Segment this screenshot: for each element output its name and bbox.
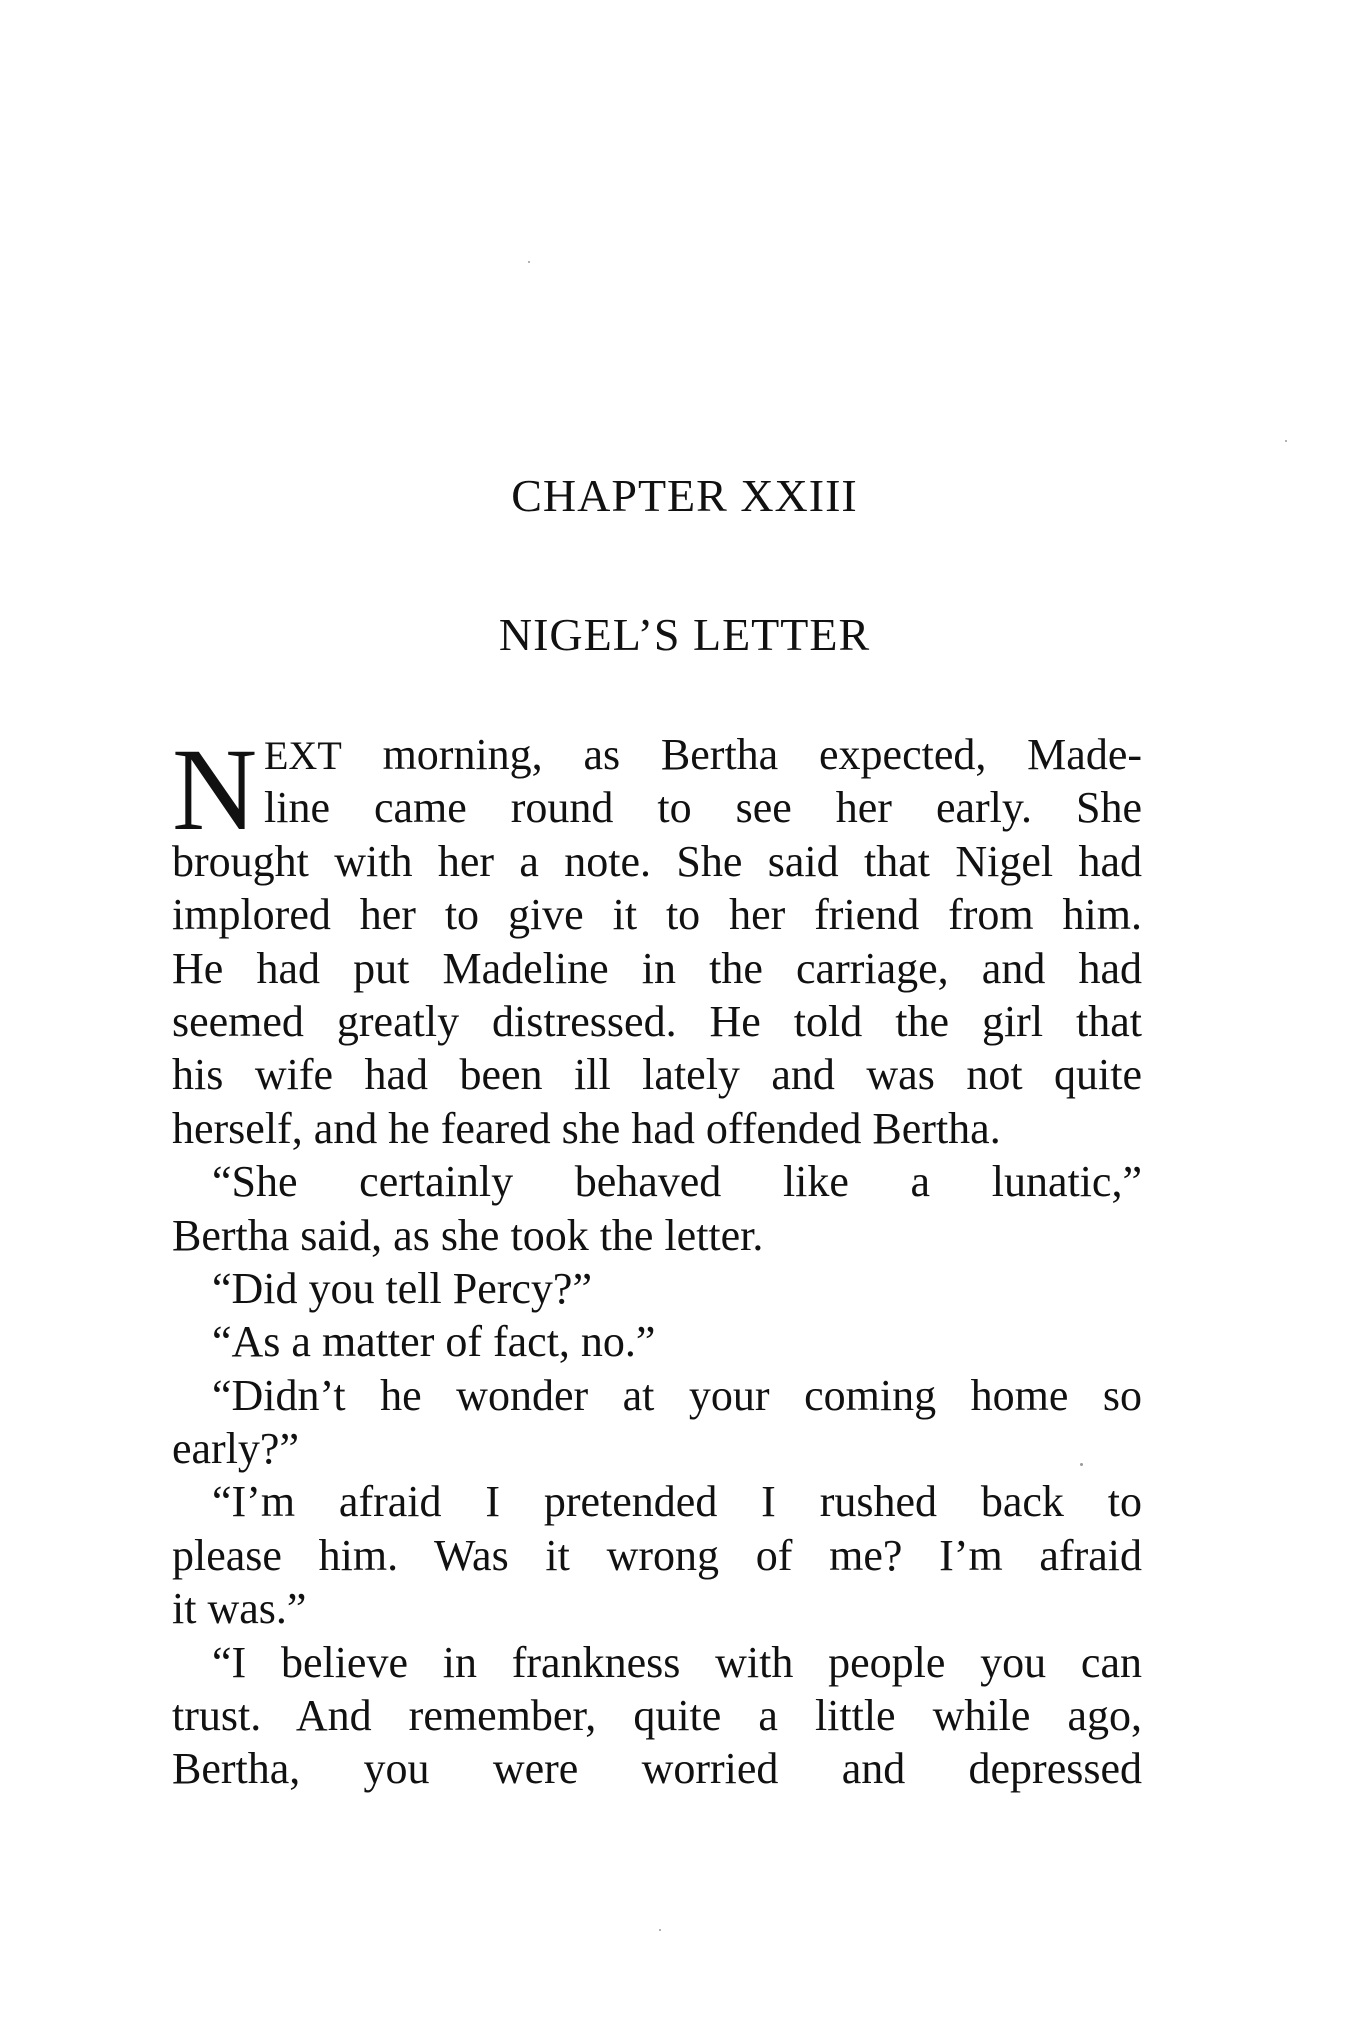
text-line: brought with her a note. She said that Nigel had (172, 836, 1142, 886)
text-line-rest: morning, as Bertha expected, Made- (341, 730, 1142, 779)
chapter-title: NIGEL’S LETTER (498, 609, 871, 660)
text-line: his wife had been ill lately and was not quite (172, 1050, 1142, 1100)
paper-speck (1080, 1463, 1083, 1466)
text-line: it was.” (172, 1584, 307, 1634)
text-line: Bertha, you were worried and depressed (172, 1744, 1142, 1794)
paper-speck (528, 261, 530, 263)
text-line: herself, and he feared she had offended Bertha. (172, 1103, 1001, 1153)
text-line: He had put Madeline in the carriage, and had (172, 943, 1142, 993)
drop-cap: N (172, 724, 258, 855)
text-line: “Didn’t he wonder at your coming home so (212, 1370, 1142, 1420)
text-line: “Did you tell Percy?” (212, 1263, 592, 1313)
text-line: “I believe in frankness with people you can (212, 1637, 1142, 1687)
text-line: Bertha said, as she took the letter. (172, 1210, 764, 1260)
text-line: “She certainly behaved like a lunatic,” (212, 1157, 1142, 1207)
chapter-body (172, 724, 1142, 1796)
text-line: implored her to give it to her friend from him. (172, 890, 1142, 940)
text-line (172, 728, 1142, 781)
text-line: line came round to see her early. She (264, 783, 1142, 833)
text-line: trust. And remember, quite a little while ago, (172, 1691, 1142, 1741)
text-line: seemed greatly distressed. He told the girl that (172, 996, 1142, 1046)
paper-speck (659, 1929, 661, 1931)
text-line: “I’m afraid I pretended I rushed back to (212, 1477, 1142, 1527)
paper-speck (1285, 440, 1287, 442)
chapter-number: CHAPTER XXIII (511, 470, 858, 521)
text-line: please him. Was it wrong of me? I’m afraid (172, 1530, 1142, 1580)
first-word-smallcaps: EXT (264, 733, 342, 778)
text-line: early?” (172, 1424, 299, 1474)
text-line: “As a matter of fact, no.” (212, 1317, 656, 1367)
